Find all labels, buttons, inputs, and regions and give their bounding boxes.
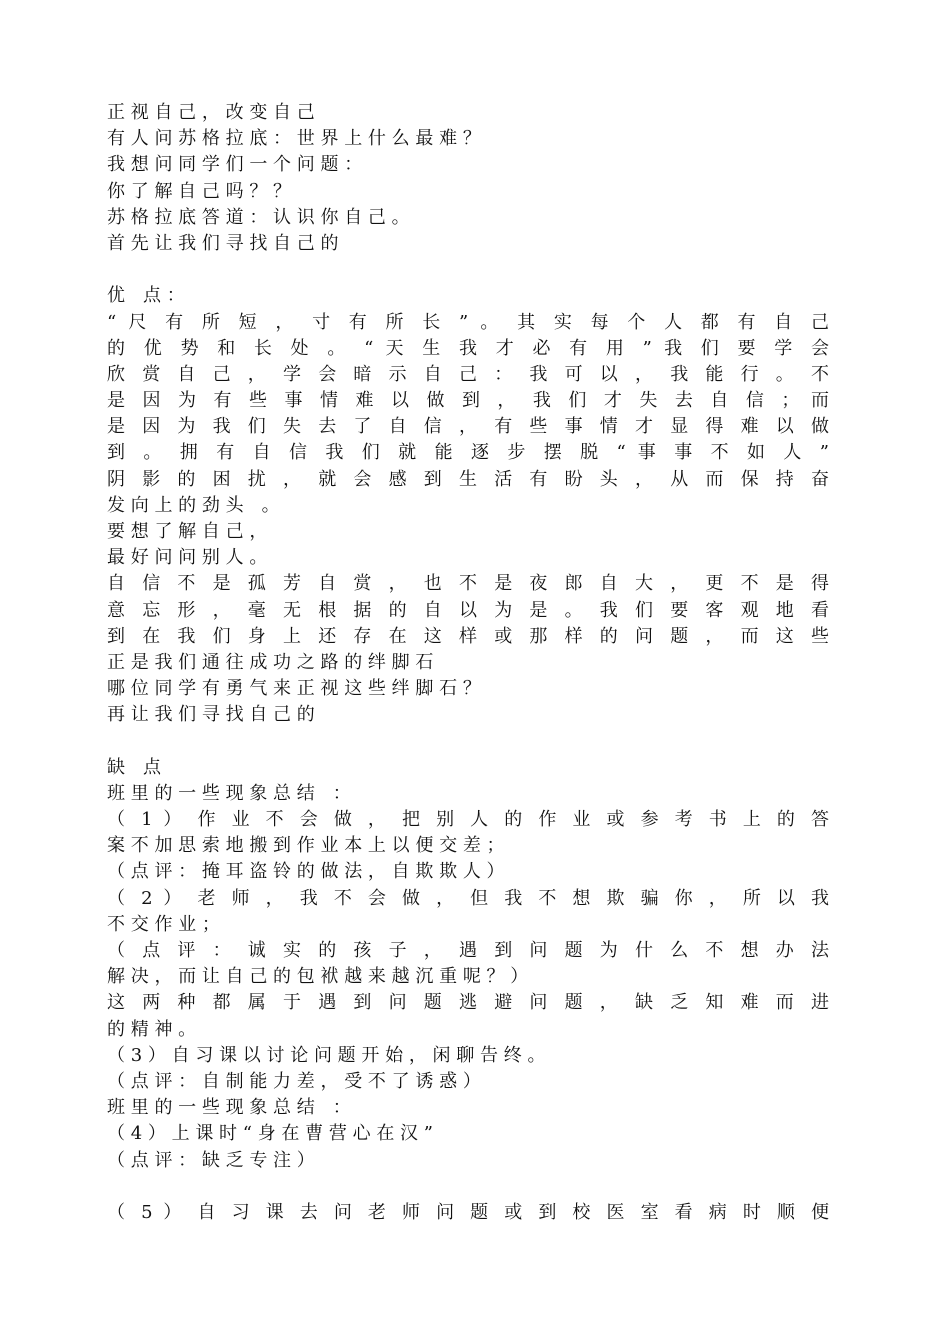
text-line: 首 先 让 我 们 寻 找 自 己 的: [107, 232, 339, 254]
text-line: 自 信 不 是 孤 芳 自 赏 ， 也 不 是 夜 郎 自 大 ， 更 不 是 得: [107, 573, 829, 595]
text-line: （ 点 评 ： 缺 乏 专 注 ）: [107, 1149, 315, 1171]
text-line: 优 点 ：: [107, 285, 185, 307]
text-line: 发 向 上 的 劲 头 。: [107, 494, 280, 516]
text-line: （ 1 ） 作 业 不 会 做 ， 把 别 人 的 作 业 或 参 考 书 上 的 答: [107, 809, 829, 831]
text-line: 班 里 的 一 些 现 象 总 结 ：: [107, 782, 351, 804]
text-line: 要 想 了 解 自 己 ，: [107, 521, 268, 542]
text-line: 哪 位 同 学 有 勇 气 来 正 视 这 些 绊 脚 石 ？: [107, 678, 481, 700]
text-line: 是 因 为 有 些 事 情 难 以 做 到 ， 我 们 才 失 去 自 信 ； 而: [107, 390, 829, 412]
text-line: “ 尺 有 所 短 ， 寸 有 所 长 ” 。 其 实 每 个 人 都 有 自 己: [107, 311, 829, 333]
blank-line: [107, 1174, 829, 1200]
text-line: 最 好 问 问 别 人 。: [107, 547, 268, 569]
text-line: 你 了 解 自 己 吗 ？ ？: [107, 180, 292, 202]
text-line: 案 不 加 思 索 地 搬 到 作 业 本 上 以 便 交 差 ；: [107, 835, 505, 857]
blank-line: [107, 729, 829, 755]
text-line: 不 交 作 业 ；: [107, 913, 220, 935]
blank-line: [107, 257, 829, 283]
text-line: 有 人 问 苏 格 拉 底 ： 世 界 上 什 么 最 难 ？: [107, 128, 481, 150]
text-line: 班 里 的 一 些 现 象 总 结 ：: [107, 1097, 351, 1119]
text-line: （ 3 ） 自 习 课 以 讨 论 问 题 开 始 ， 闲 聊 告 终 。: [107, 1044, 546, 1066]
text-line: 的 精 神 。: [107, 1018, 197, 1040]
text-line: （ 4 ） 上 课 时 “ 身 在 曹 营 心 在 汉 ”: [107, 1123, 433, 1145]
text-line: 正 视 自 己 ， 改 变 自 己: [107, 102, 315, 123]
text-line: 阴 影 的 困 扰 ， 就 会 感 到 生 活 有 盼 头 ， 从 而 保 持 奋: [107, 468, 829, 490]
document-body: [107, 100, 829, 1226]
text-line: 欣 赏 自 己 ， 学 会 暗 示 自 己 ： 我 可 以 ， 我 能 行 。 不: [107, 363, 829, 385]
text-line: （ 2 ） 老 师 ， 我 不 会 做 ， 但 我 不 想 欺 骗 你 ， 所 以 我: [107, 887, 829, 909]
text-line: 我 想 问 同 学 们 一 个 问 题 ：: [107, 154, 363, 176]
text-line: 是 因 为 我 们 失 去 了 自 信 ， 有 些 事 情 才 显 得 难 以 做: [107, 416, 829, 438]
text-line: 到 在 我 们 身 上 还 存 在 这 样 或 那 样 的 问 题 ， 而 这 些: [107, 625, 829, 647]
text-line: （ 点 评 ： 诚 实 的 孩 子 ， 遇 到 问 题 为 什 么 不 想 办 法: [107, 940, 829, 961]
text-line: 意 忘 形 ， 毫 无 根 据 的 自 以 为 是 。 我 们 要 客 观 地 看: [107, 599, 829, 621]
text-line: 到 。 拥 有 自 信 我 们 就 能 逐 步 摆 脱 “ 事 事 不 如 人 ”: [107, 442, 829, 464]
text-line: （ 点 评 ： 掩 耳 盗 铃 的 做 法 ， 自 欺 欺 人 ）: [107, 861, 505, 883]
text-line: 苏 格 拉 底 答 道 ： 认 识 你 自 己 。: [107, 206, 410, 228]
text-line: 再 让 我 们 寻 找 自 己 的: [107, 704, 315, 726]
text-line: （ 5 ） 自 习 课 去 问 老 师 问 题 或 到 校 医 室 看 病 时 顺 便: [107, 1201, 829, 1223]
text-line: （ 点 评 ： 自 制 能 力 差 ， 受 不 了 诱 惑 ）: [107, 1070, 481, 1092]
text-line: 这 两 种 都 属 于 遇 到 问 题 逃 避 问 题 ， 缺 乏 知 难 而 进: [107, 992, 829, 1014]
text-line: 缺 点: [107, 756, 161, 778]
text-line: 解 决 ， 而 让 自 己 的 包 袱 越 来 越 沉 重 呢 ？ ）: [107, 966, 529, 988]
text-line: 的 优 势 和 长 处 。 “ 天 生 我 才 必 有 用 ” 我 们 要 学 会: [107, 337, 829, 359]
text-line: 正 是 我 们 通 往 成 功 之 路 的 绊 脚 石: [107, 651, 434, 673]
